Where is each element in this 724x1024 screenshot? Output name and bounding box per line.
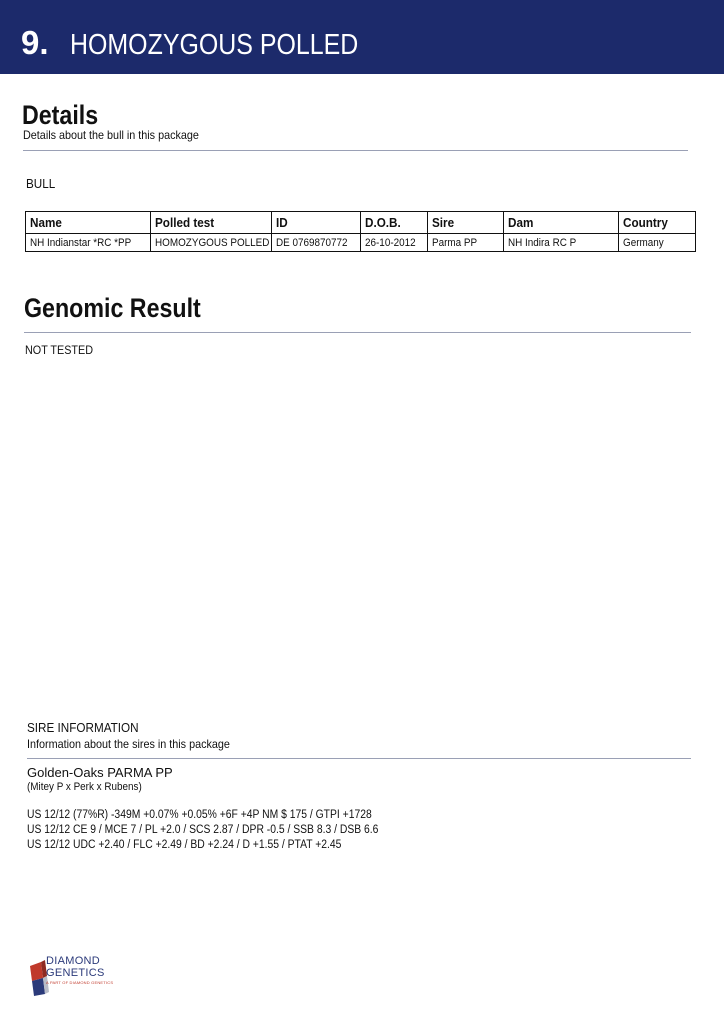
details-divider bbox=[23, 150, 688, 151]
logo-wordmark bbox=[46, 956, 105, 979]
sire-info-subtitle: Information about the sires in this package bbox=[27, 737, 230, 751]
table-header-row bbox=[26, 212, 696, 234]
bull-label: BULL bbox=[26, 176, 56, 191]
cell-id: DE 0769870772 bbox=[272, 234, 361, 252]
details-heading: Details bbox=[22, 100, 99, 130]
col-header-dam: Dam bbox=[504, 212, 619, 234]
table-row bbox=[26, 234, 696, 252]
logo-tagline: A PART OF DIAMOND GENETICS bbox=[46, 980, 114, 985]
cell-polled-test: HOMOZYGOUS POLLED bbox=[151, 234, 272, 252]
cell-dob: 26-10-2012 bbox=[361, 234, 428, 252]
sire-info-divider bbox=[27, 758, 691, 759]
col-header-polled-test: Polled test bbox=[151, 212, 272, 234]
sire-proof-line-2: US 12/12 CE 9 / MCE 7 / PL +2.0 / SCS 2.87 / DPR -0.5 / SSB 8.3 / DSB 6.6 bbox=[27, 824, 379, 836]
sire-proof-line-1: US 12/12 (77%R) -349M +0.07% +0.05% +6F +4P NM $ 175 / GTPI +1728 bbox=[27, 809, 372, 821]
cell-sire: Parma PP bbox=[428, 234, 504, 252]
col-header-country: Country bbox=[619, 212, 696, 234]
col-header-dob: D.O.B. bbox=[361, 212, 428, 234]
sire-name: Golden-Oaks PARMA PP bbox=[27, 765, 173, 780]
sire-proof-line-3: US 12/12 UDC +2.40 / FLC +2.49 / BD +2.24 / D +1.55 / PTAT +2.45 bbox=[27, 839, 342, 851]
cell-name: NH Indianstar *RC *PP bbox=[26, 234, 151, 252]
section-title: HOMOZYGOUS POLLED bbox=[70, 29, 359, 61]
logo-line-2: GENETICS bbox=[46, 966, 105, 979]
sire-pedigree: (Mitey P x Perk x Rubens) bbox=[27, 781, 142, 793]
section-number: 9. bbox=[21, 24, 49, 61]
header-band bbox=[0, 0, 724, 74]
col-header-name: Name bbox=[26, 212, 151, 234]
cell-country: Germany bbox=[619, 234, 696, 252]
genomic-value: NOT TESTED bbox=[25, 343, 94, 357]
col-header-id: ID bbox=[272, 212, 361, 234]
sire-info-heading: SIRE INFORMATION bbox=[27, 720, 139, 735]
col-header-sire: Sire bbox=[428, 212, 504, 234]
genomic-divider bbox=[24, 332, 691, 333]
logo-line-1: DIAMOND bbox=[46, 955, 101, 967]
bull-table bbox=[25, 211, 696, 252]
cell-dam: NH Indira RC P bbox=[504, 234, 619, 252]
details-subtitle: Details about the bull in this package bbox=[23, 128, 199, 142]
genomic-heading: Genomic Result bbox=[24, 293, 201, 323]
